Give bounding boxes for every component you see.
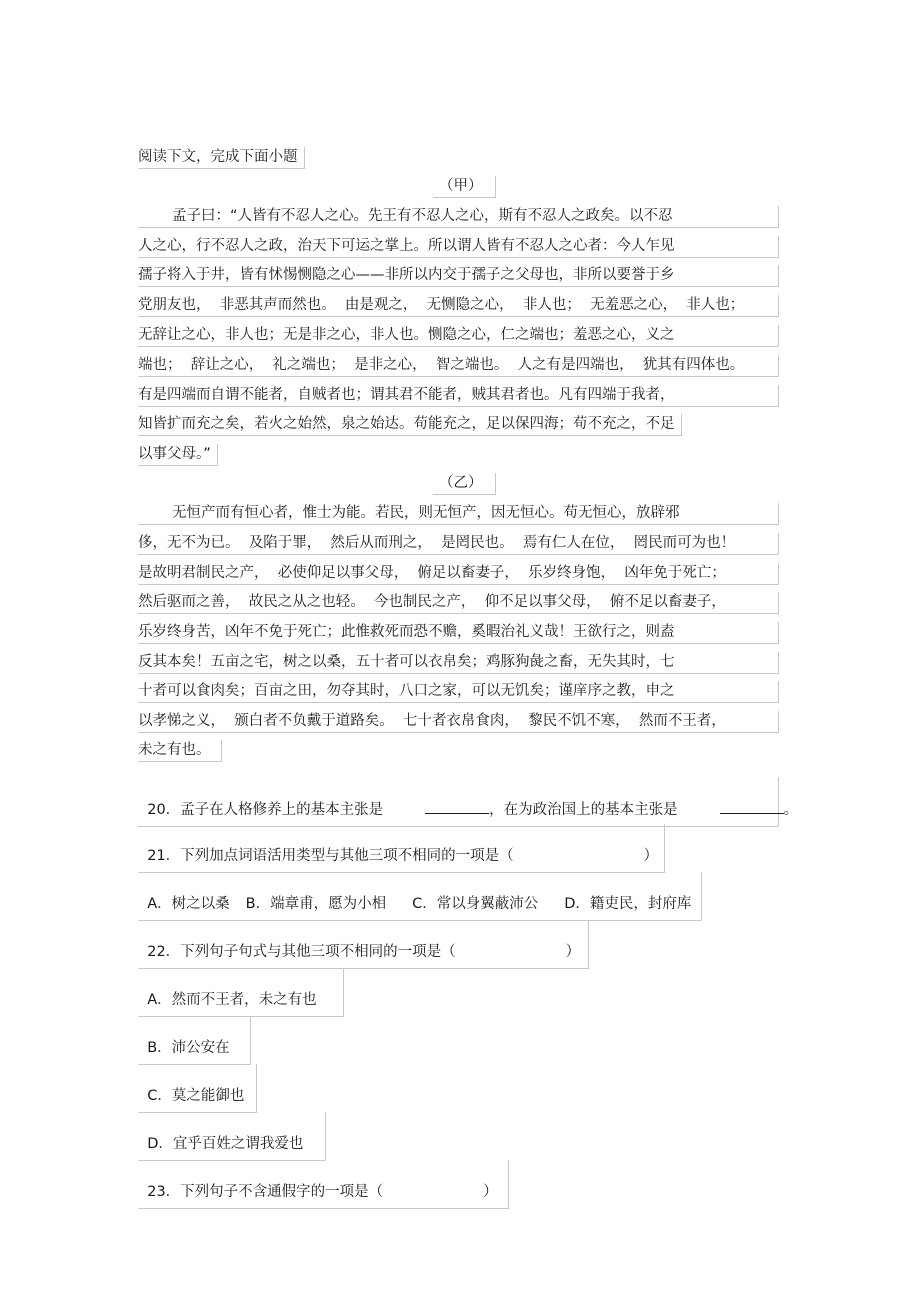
option-text: 莫之能御也: [171, 1088, 245, 1104]
option-key: B．: [245, 896, 271, 912]
passage-a-line: 孟子曰：“人皆有不忍人之心。先王有不忍人之心，斯有不忍人之政矣。以不忍: [138, 206, 779, 228]
option-d[interactable]: [138, 1112, 326, 1161]
passage-b-line: 以孝悌之义， 颁白者不负戴于道路矣。 七十者衣帛食肉， 黎民不饥不寒， 然而不王者，: [138, 711, 779, 733]
option-b[interactable]: [138, 1016, 251, 1065]
passage-a-line: 孺子将入于井，皆有怵惕恻隐之心——非所以内交于孺子之父母也，非所以要誉于乡: [138, 265, 779, 287]
question-20-end: 。: [783, 802, 799, 818]
passage-b-line: 无恒产而有恒心者，惟士为能。若民，则无恒产，因无恒心。苟无恒心，放辟邪: [138, 503, 779, 525]
answer-blank-1[interactable]: [425, 799, 489, 814]
question-21: [138, 824, 665, 873]
answer-blank-2[interactable]: [720, 799, 784, 814]
option-key: C．: [412, 896, 437, 912]
passage-a-line: 有是四端而自谓不能者，自贼者也；谓其君不能者，贼其君者也。凡有四端于我者，: [138, 385, 779, 407]
passage-b-line: 是故明君制民之产， 必使仰足以事父母， 俯足以畜妻子， 乐岁终身饱， 凶年免于死亡；: [138, 563, 779, 585]
question-22: [138, 920, 589, 969]
passage-b-line: 乐岁终身苦，凶年不免于死亡；此惟救死而恐不赡，奚暇治礼义哉！王欲行之，则盍: [138, 622, 779, 644]
passage-a-line: 端也； 辞让之心， 礼之端也； 是非之心， 智之端也。 人之有是四端也， 犹其有四体也。: [138, 355, 779, 377]
option-key: C．: [147, 1088, 172, 1104]
option-key: A．: [147, 992, 172, 1008]
passage-b-line: 反其本矣！五亩之宅，树之以桑，五十者可以衣帛矣；鸡豚狗彘之畜，无失其时，七: [138, 652, 779, 674]
option-a[interactable]: [147, 894, 229, 914]
question-21-close: ）: [643, 848, 659, 864]
question-23-stem: 23．下列句子不含通假字的一项是（: [147, 1184, 384, 1200]
instruction-text: 阅读下文，完成下面小题: [138, 147, 305, 169]
question-20: [138, 777, 799, 827]
passage-b-line: 十者可以食肉矣；百亩之田，勿夺其时，八口之家，可以无饥矣；谨庠序之教，申之: [138, 681, 779, 703]
option-b[interactable]: [246, 894, 386, 914]
option-key: D．: [147, 1136, 173, 1152]
option-text: 端章甫，愿为小相: [270, 896, 387, 912]
option-key: D．: [564, 896, 590, 912]
option-text: 树之以桑: [171, 896, 230, 912]
passage-a-line: 人之心，行不忍人之政，治天下可运之掌上。所以谓人皆有不忍人之心者：今人乍见: [138, 236, 779, 258]
passage-a-line: 党朋友也， 非恶其声而然也。 由是观之， 无恻隐之心， 非人也； 无羞恶之心， 非人也；: [138, 295, 779, 317]
question-22-close: ）: [565, 944, 581, 960]
question-21-stem: 21．下列加点词语活用类型与其他三项不相同的一项是（: [147, 848, 514, 864]
passage-a-heading: （甲）: [433, 176, 496, 198]
question-22-stem: 22．下列句子句式与其他三项不相同的一项是（: [147, 944, 456, 960]
option-d[interactable]: [564, 894, 691, 914]
passage-b-line: 然后驱而之善， 故民之从之也轻。 今也制民之产， 仰不足以事父母， 俯不足以畜妻子，: [138, 592, 779, 614]
passage-a-line: 知皆扩而充之矣，若火之始然，泉之始达。苟能充之，足以保四海；苟不充之，不足: [138, 414, 682, 436]
passage-b-line: 未之有也。: [138, 740, 222, 762]
question-number: 20．: [147, 802, 181, 818]
question-20-text-a: 孟子在人格修养上的基本主张是: [180, 802, 384, 818]
option-c[interactable]: [412, 894, 538, 914]
option-text: 宜乎百姓之谓我爱也: [172, 1136, 304, 1152]
option-text: 沛公安在: [171, 1040, 230, 1056]
question-20-text-b: ，在为政治国上的基本主张是: [489, 802, 678, 818]
option-text: 然而不王者，未之有也: [171, 992, 317, 1008]
passage-b-line: 侈，无不为已。 及陷于罪， 然后从而刑之， 是罔民也。 焉有仁人在位， 罔民而可为也！: [138, 533, 779, 555]
option-text: 常以身翼蔽沛公: [436, 896, 539, 912]
option-c[interactable]: [138, 1064, 257, 1113]
option-a[interactable]: [138, 968, 344, 1017]
question-23-close: ）: [483, 1184, 498, 1200]
passage-b-heading: （乙）: [433, 473, 496, 495]
option-key: B．: [147, 1040, 172, 1056]
passage-a-line: 无辞让之心，非人也；无是非之心，非人也。恻隐之心，仁之端也；羞恶之心，义之: [138, 325, 779, 347]
option-text: 籍吏民，封府库: [589, 896, 692, 912]
passage-a-line: 以事父母。”: [138, 444, 218, 466]
question-21-options: [138, 872, 702, 921]
option-key: A．: [147, 896, 172, 912]
question-23: [138, 1160, 509, 1209]
